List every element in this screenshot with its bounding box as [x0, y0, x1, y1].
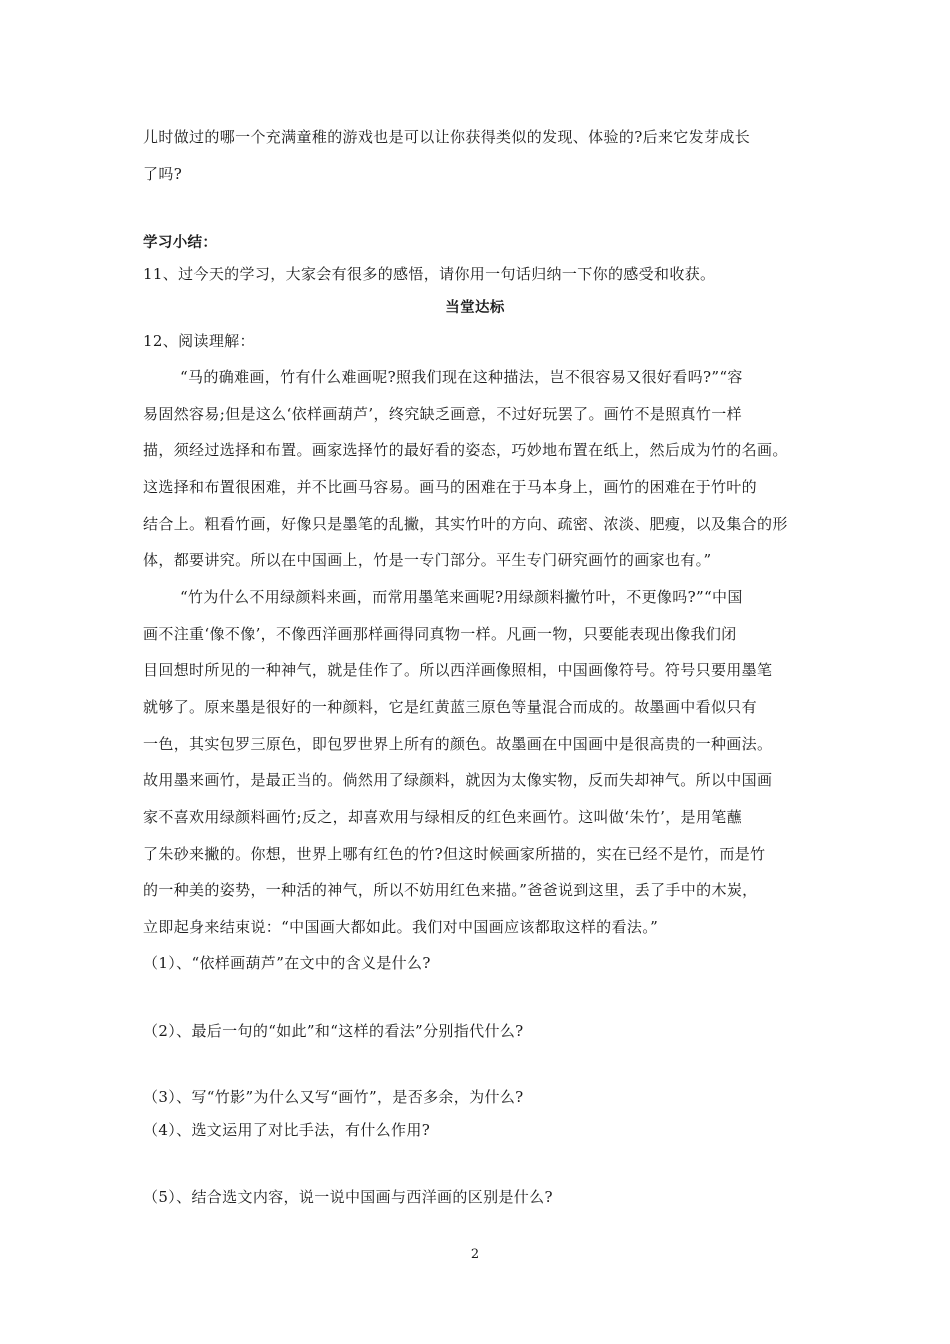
passage-line-4: 这选择和布置很困难，并不比画马容易。画马的困难在于马本身上，画竹的困难在于竹叶的 [143, 478, 758, 496]
passage-line-14: 了朱砂来撇的。你想，世界上哪有红色的竹?但这时候画家所描的，实在已经不是竹，而是竹 [143, 845, 766, 863]
reading-label: 12、阅读理解： [143, 332, 255, 350]
passage-line-1: “马的确难画，竹有什么难画呢?照我们现在这种描法，岂不很容易又很好看吗?”“容 [180, 368, 743, 386]
passage-line-6: 体，都要讲究。所以在中国画上，竹是一专门部分。平生专门研究画竹的画家也有。” [143, 551, 712, 569]
question-11: 11、过今天的学习，大家会有很多的感悟，请你用一句话归纳一下你的感受和收获。 [143, 265, 716, 283]
passage-line-10: 就够了。原来墨是很好的一种颜料，它是红黄蓝三原色等量混合而成的。故墨画中看似只有 [143, 698, 758, 716]
passage-line-11: 一色，其实包罗三原色，即包罗世界上所有的颜色。故墨画在中国画中是很高贵的一种画法。 [143, 735, 773, 753]
passage-line-13: 家不喜欢用绿颜料画竹;反之，却喜欢用与绿相反的红色来画竹。这叫做‘朱竹’，是用笔蘸 [143, 808, 742, 826]
question-4: （4）、选文运用了对比手法，有什么作用? [143, 1121, 431, 1139]
passage-line-12: 故用墨来画竹，是最正当的。倘然用了绿颜料，就因为太像实物，反而失却神气。所以中国画 [143, 771, 773, 789]
question-3: （3）、写“竹影”为什么又写“画竹”，是否多余，为什么? [143, 1088, 524, 1106]
intro-line-1: 儿时做过的哪一个充满童稚的游戏也是可以让你获得类似的发现、体验的?后来它发芽成长 [143, 128, 751, 146]
question-5: （5）、结合选文内容，说一说中国画与西洋画的区别是什么? [143, 1188, 553, 1206]
page-number: 2 [470, 1247, 480, 1262]
summary-heading: 学习小结： [143, 235, 218, 251]
passage-line-5: 结合上。粗看竹画，好像只是墨笔的乱撇，其实竹叶的方向、疏密、浓淡、肥瘦，以及集合的形 [143, 515, 788, 533]
section-title: 当堂达标 [445, 300, 505, 316]
passage-line-3: 描，须经过选择和布置。画家选择竹的最好看的姿态，巧妙地布置在纸上，然后成为竹的名画。 [143, 441, 788, 459]
passage-line-16: 立即起身来结束说：“中国画大都如此。我们对中国画应该都取这样的看法。” [143, 918, 659, 936]
passage-line-2: 易固然容易;但是这么‘依样画葫芦’，终究缺乏画意，不过好玩罢了。画竹不是照真竹一样 [143, 405, 742, 423]
intro-line-2: 了吗? [143, 165, 183, 183]
question-1: （1）、“依样画葫芦”在文中的含义是什么? [143, 954, 431, 972]
passage-line-15: 的一种美的姿势，一种活的神气，所以不妨用红色来描。”爸爸说到这里，丢了手中的木炭， [143, 881, 758, 899]
passage-line-8: 画不注重‘像不像’，不像西洋画那样画得同真物一样。凡画一物，只要能表现出像我们闭 [143, 625, 737, 643]
question-2: （2）、最后一句的“如此”和“这样的看法”分别指代什么? [143, 1022, 524, 1040]
passage-line-7: “竹为什么不用绿颜料来画，而常用墨笔来画呢?用绿颜料撇竹叶，不更像吗?”“中国 [180, 588, 743, 606]
passage-line-9: 目回想时所见的一种神气，就是佳作了。所以西洋画像照相，中国画像符号。符号只要用墨笔 [143, 661, 773, 679]
